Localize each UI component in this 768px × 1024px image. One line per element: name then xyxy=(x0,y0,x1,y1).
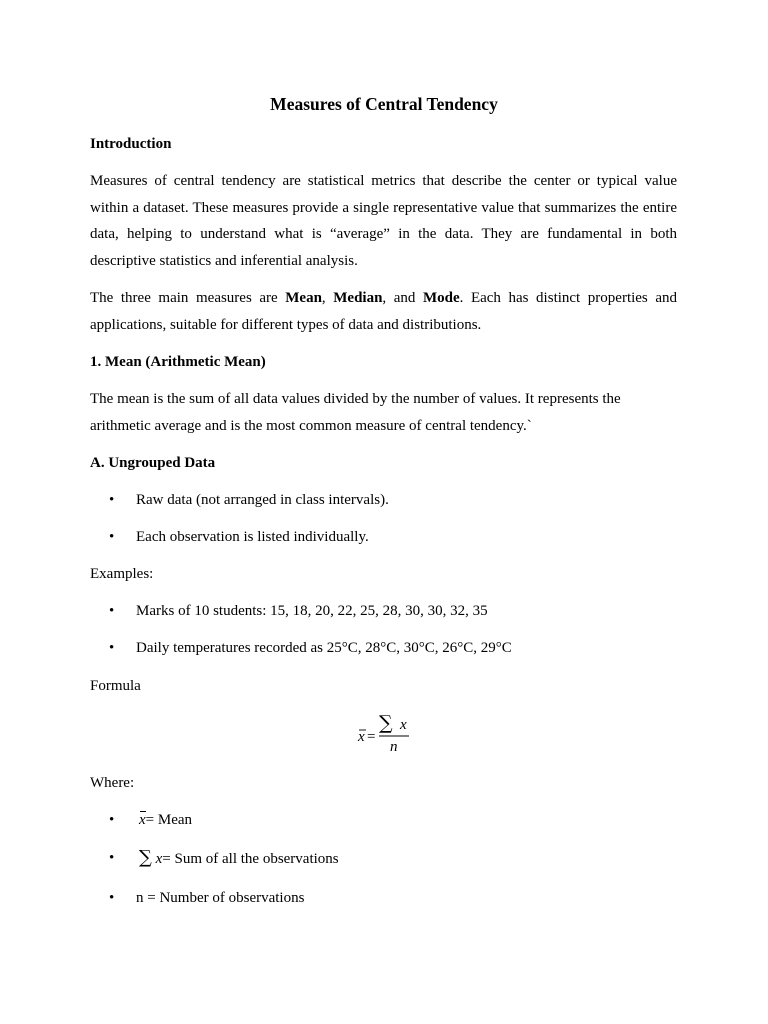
list-item-text: Each observation is listed individually. xyxy=(136,529,369,545)
mean-heading: 1. Mean (Arithmetic Mean) xyxy=(90,354,266,370)
term-median: Median xyxy=(333,290,383,306)
bullet-icon: • xyxy=(109,812,115,828)
intro-paragraph-1: Measures of central tendency are statistical metrics that describe the center or typical value within a dataset. These measures provide a single representative value that summarizes the entire data, helping to understand what is “average” in the data. They are fundamental in both descriptive statistics and inferential analysis. xyxy=(90,173,677,270)
list-item-text xyxy=(139,809,192,831)
definition-text: = Mean xyxy=(145,812,193,828)
intro-paragraph-2 xyxy=(90,285,677,338)
list-item xyxy=(0,887,768,909)
term-mean: Mean xyxy=(285,290,322,306)
list-item-text: Raw data (not arranged in class intervals). xyxy=(136,492,389,508)
bullet-icon: • xyxy=(109,603,115,619)
bullet-icon: • xyxy=(109,850,115,866)
mean-formula xyxy=(356,708,416,758)
formula-eq: = xyxy=(367,729,376,745)
examples-label: Examples: xyxy=(90,566,154,582)
bullet-icon: • xyxy=(109,890,115,906)
list-item-text: Marks of 10 students: 15, 18, 20, 22, 25, 28, 30, 30, 32, 35 xyxy=(136,603,488,619)
document-title: Measures of Central Tendency xyxy=(270,94,498,114)
intro-heading: Introduction xyxy=(90,136,172,152)
mean-paragraph: The mean is the sum of all data values divided by the number of values. It represents the arithmetic average and is the most common measure of central tendency.` xyxy=(90,391,621,434)
formula-lhs: x xyxy=(358,729,365,745)
sigma-icon: ∑ xyxy=(379,712,393,734)
list-item xyxy=(0,600,768,622)
list-item xyxy=(0,489,768,511)
list-item xyxy=(0,847,768,869)
where-label: Where: xyxy=(90,775,135,791)
bullet-icon: • xyxy=(109,640,115,656)
intro-p2-sep1: , xyxy=(321,290,334,306)
definition-text: = Sum of all the observations xyxy=(162,851,339,867)
term-mode: Mode xyxy=(422,290,460,306)
list-item xyxy=(0,526,768,548)
formula-numerator-var: x xyxy=(400,717,407,733)
list-item xyxy=(0,637,768,659)
list-item-text: n = Number of observations xyxy=(136,890,305,906)
intro-p2-pre: The three main measures are xyxy=(90,290,286,306)
bullet-icon: • xyxy=(109,529,115,545)
bullet-icon: • xyxy=(109,492,115,508)
xbar-symbol: x xyxy=(139,809,146,831)
sum-var: x xyxy=(155,851,163,867)
formula-denominator: n xyxy=(390,739,398,755)
list-item xyxy=(0,809,768,831)
sigma-icon: ∑ xyxy=(139,847,152,868)
ungrouped-heading: A. Ungrouped Data xyxy=(90,455,216,471)
formula-label: Formula xyxy=(90,678,141,694)
intro-p2-post: . Each has distinct properties and applications, suitable for different types of data and distributions. xyxy=(90,290,677,333)
list-item-text xyxy=(139,847,339,870)
intro-p2-sep2: , and xyxy=(382,290,423,306)
list-item-text: Daily temperatures recorded as 25°C, 28°C, 30°C, 26°C, 29°C xyxy=(136,640,512,656)
